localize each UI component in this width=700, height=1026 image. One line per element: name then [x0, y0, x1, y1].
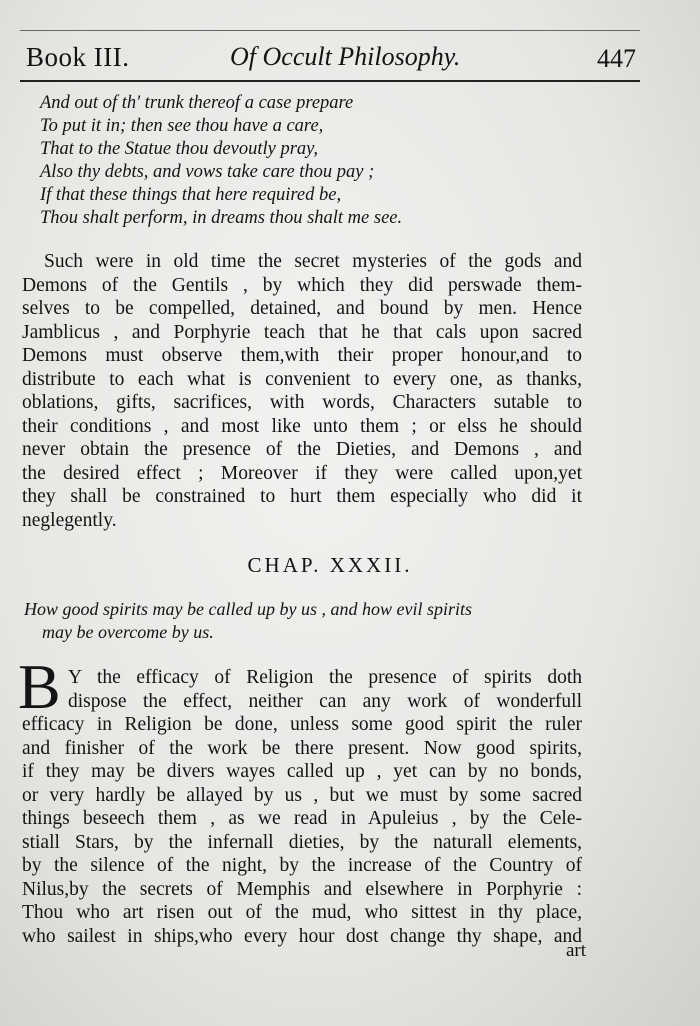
header-rule — [20, 30, 640, 31]
page-number: 447 — [597, 44, 636, 73]
text-line: their conditions , and most like unto them ; or elss he should — [22, 415, 582, 437]
summary-line: may be overcome by us. — [42, 622, 214, 642]
text-line: things beseech them , as we read in Apuleius , by the Cele- — [22, 808, 582, 829]
verse-line: Thou shalt perform, in dreams thou shalt me see. — [40, 208, 403, 228]
text-line: by the silence of the night, by the increase of the Country of — [22, 855, 582, 876]
drop-cap: B — [18, 651, 61, 722]
verse-line: And out of th' trunk thereof a case prepare — [40, 93, 354, 113]
text-line: and finisher of the work be there present. Now good spirits, — [22, 737, 582, 759]
paragraph-good-spirits — [22, 666, 582, 948]
text-line: Thou who art risen out of the mud, who sittest in thy place, — [22, 902, 582, 923]
verse-line: That to the Statue thou devoutly pray, — [40, 139, 318, 159]
chapter-title: CHAP. XXXII. — [247, 553, 413, 577]
text-line: Jamblicus , and Porphyrie teach that he that cals upon sacred — [22, 321, 582, 343]
text-line: or very hardly be allayed by us , but we must by some sacred — [22, 784, 582, 806]
chapter-summary — [24, 598, 584, 644]
text-line: distribute to each what is convenient to every one, as thanks, — [22, 368, 582, 390]
text-line: never obtain the presence of the Dieties, and Demons , and — [22, 439, 582, 460]
text-line: efficacy in Religion be done, unless some good spirit the ruler — [22, 714, 582, 735]
verse-line: If that these things that here required be, — [40, 185, 342, 205]
verse-line: Also thy debts, and vows take care thou pay ; — [40, 162, 375, 182]
text-line: if they may be divers wayes called up , yet can by no bonds, — [22, 761, 582, 782]
text-line: selves to be compelled, detained, and bound by men. Hence — [22, 298, 582, 319]
paragraph-mysteries — [22, 250, 582, 532]
running-header — [20, 40, 640, 82]
text-line: the desired effect ; Moreover if they were called upon,yet — [22, 462, 582, 484]
text-line: Y the efficacy of Religion the presence of spirits doth — [68, 667, 582, 688]
text-line: Nilus,by the secrets of Memphis and elsewhere in Porphyrie : — [22, 878, 582, 900]
text-line: dispose the effect, neither can any work of wonderfull — [68, 690, 582, 712]
chapter-heading — [0, 553, 700, 578]
text-line: neglegently. — [22, 509, 117, 531]
text-line: Such were in old time the secret mysteries of the gods and — [44, 251, 582, 272]
text-line: oblations, gifts, sacrifices, with words, Characters sutable to — [22, 392, 582, 413]
text-line: who sailest in ships,who every hour dost change thy shape, and — [22, 925, 582, 947]
book-number: Book III. — [26, 42, 130, 72]
text-line: stiall Stars, by the infernall dieties, by the naturall elements, — [22, 831, 582, 853]
text-line: they shall be constrained to hurt them especially who did it — [22, 486, 582, 507]
summary-line: How good spirits may be called up by us , and how evil spirits — [24, 599, 472, 619]
verse-block — [40, 92, 600, 230]
catchword: art — [565, 940, 586, 961]
verse-line: To put it in; then see thou have a care, — [40, 116, 324, 136]
running-title: Of Occult Philosophy. — [230, 42, 461, 71]
text-line: Demons must observe them,with their proper honour,and to — [22, 345, 582, 366]
text-line: Demons of the Gentils , by which they did perswade them- — [22, 274, 582, 296]
